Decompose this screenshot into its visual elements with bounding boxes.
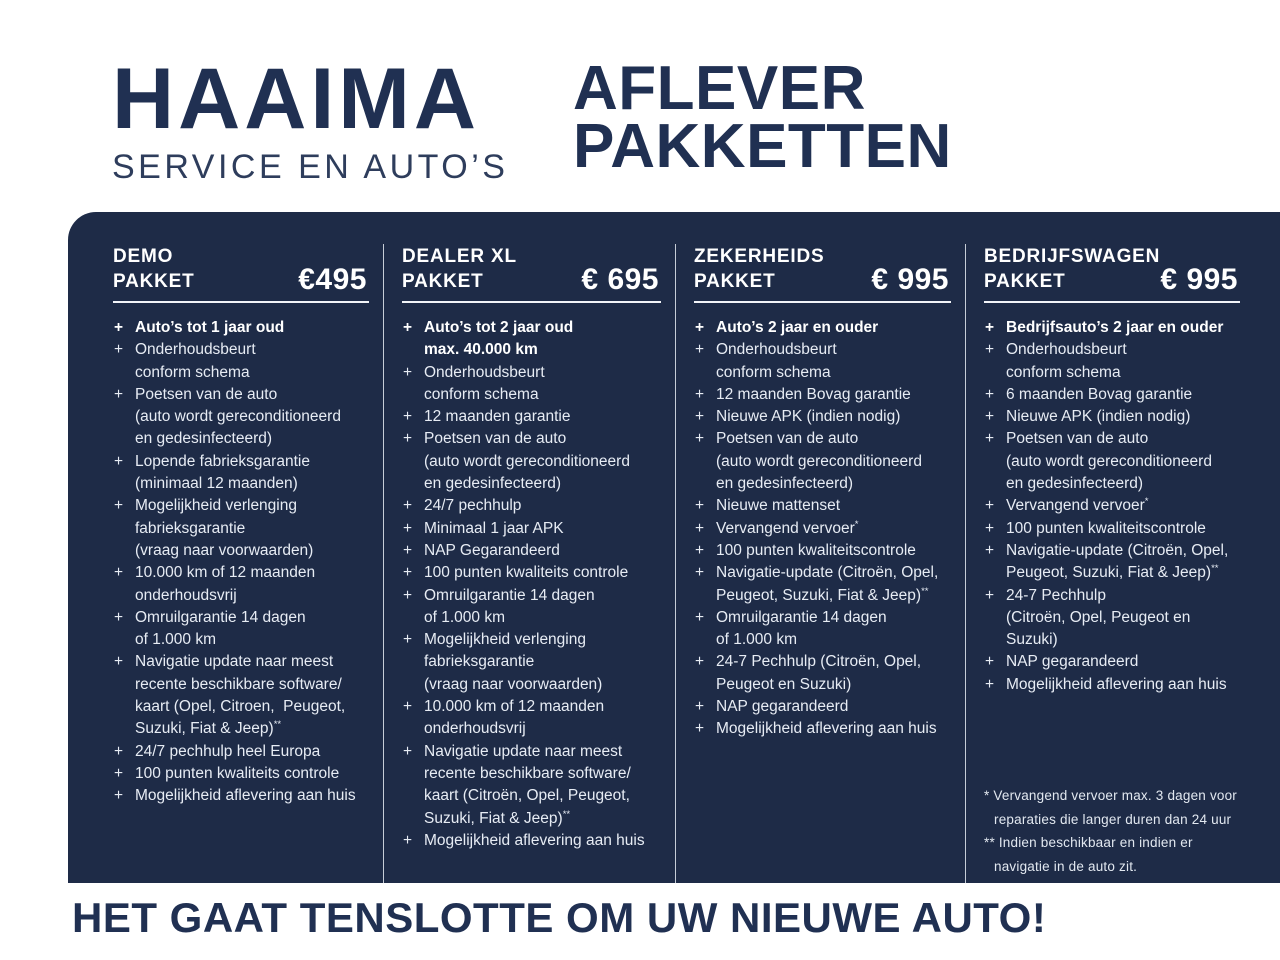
item-line: conform schema: [135, 363, 250, 381]
footnote-line: reparaties die langer duren dan 24 uur: [994, 811, 1232, 827]
item-line: Peugeot, Suzuki, Fiat & Jeep)**: [1006, 563, 1219, 582]
package-item: [113, 317, 369, 339]
item-line: Mogelijkheid verlenging: [135, 497, 297, 515]
package-item: [402, 562, 661, 584]
item-line: Peugeot en Suzuki): [716, 675, 852, 693]
plus-icon: +: [695, 430, 705, 448]
plus-icon: +: [695, 541, 705, 559]
package-divider: [694, 301, 951, 303]
plus-icon: +: [695, 519, 705, 537]
item-line: (auto wordt gereconditioneerd: [716, 452, 922, 470]
item-line: Nieuwe mattenset: [716, 497, 841, 515]
item-line: (auto wordt gereconditioneerd: [1006, 452, 1212, 470]
package-item: [402, 317, 661, 362]
package-items: [984, 317, 1240, 696]
plus-icon: +: [403, 586, 413, 604]
item-line: Omruilgarantie 14 dagen: [424, 586, 595, 604]
item-line: kaart (Opel, Citroen, Peugeot,: [135, 698, 346, 716]
item-line: Onderhoudsbeurt: [716, 341, 837, 359]
package-item: [984, 339, 1240, 384]
plus-icon: +: [114, 764, 124, 782]
plus-icon: +: [985, 319, 995, 336]
item-line: NAP Gegarandeerd: [424, 541, 560, 559]
package-title-line: DEALER XL: [402, 246, 517, 267]
plus-icon: +: [403, 564, 413, 582]
item-line: Onderhoudsbeurt: [424, 363, 545, 381]
item-line: Minimaal 1 jaar APK: [424, 519, 564, 537]
item-line: conform schema: [424, 385, 539, 403]
package-item: [984, 317, 1240, 339]
item-line: Auto’s tot 2 jaar oud: [424, 319, 574, 336]
plus-icon: +: [403, 363, 413, 381]
item-line: NAP gegarandeerd: [716, 698, 849, 716]
plus-icon: +: [985, 497, 995, 515]
package-item: [984, 518, 1240, 540]
package-item: [984, 651, 1240, 673]
plus-icon: +: [985, 586, 995, 604]
plus-icon: +: [695, 497, 705, 515]
item-line: Suzuki, Fiat & Jeep)**: [424, 808, 571, 827]
plus-icon: +: [403, 319, 413, 336]
plus-icon: +: [695, 698, 705, 716]
package-item: [113, 495, 369, 562]
package-item: [694, 495, 951, 517]
item-line: Omruilgarantie 14 dagen: [716, 608, 887, 626]
item-line: 100 punten kwaliteitscontrole: [716, 541, 916, 559]
plus-icon: +: [114, 608, 124, 626]
package-title-line: ZEKERHEIDS: [694, 246, 825, 267]
item-line: (vraag naar voorwaarden): [424, 675, 603, 693]
footnote-line: navigatie in de auto zit.: [994, 858, 1138, 874]
item-line: recente beschikbare software/: [424, 764, 631, 782]
item-line: Vervangend vervoer*: [716, 518, 859, 537]
item-line: of 1.000 km: [424, 608, 505, 626]
item-line: recente beschikbare software/: [135, 675, 342, 693]
plus-icon: +: [403, 497, 413, 515]
package-divider: [984, 301, 1240, 303]
package-item: [984, 406, 1240, 428]
item-line: Poetsen van de auto: [1006, 430, 1149, 448]
item-line: fabrieksgarantie: [424, 653, 535, 671]
item-line: Omruilgarantie 14 dagen: [135, 608, 306, 626]
plus-icon: +: [114, 385, 124, 403]
item-line: Mogelijkheid verlenging: [424, 631, 586, 649]
plus-icon: +: [985, 341, 995, 359]
packages-grid: [68, 212, 1280, 883]
package-item: [984, 540, 1240, 585]
package-column: [113, 244, 383, 883]
package-item: [984, 674, 1240, 696]
plus-icon: +: [114, 497, 124, 515]
package-item: [402, 540, 661, 562]
company-logo: [112, 51, 509, 187]
package-item: [402, 585, 661, 630]
plus-icon: +: [403, 408, 413, 426]
package-header: [113, 244, 369, 294]
item-line: Vervangend vervoer*: [1006, 496, 1149, 515]
plus-icon: +: [695, 385, 705, 403]
package-item: [694, 406, 951, 428]
plus-icon: +: [695, 408, 705, 426]
item-line: Suzuki, Fiat & Jeep)**: [135, 719, 282, 738]
plus-icon: +: [695, 608, 705, 626]
tagline: HET GAAT TENSLOTTE OM UW NIEUWE AUTO!: [72, 894, 1047, 941]
item-line: 100 punten kwaliteitscontrole: [1006, 519, 1206, 537]
item-line: 24/7 pechhulp: [424, 497, 522, 515]
package-title-line: DEMO: [113, 246, 174, 267]
package-item: [402, 362, 661, 407]
item-line: 6 maanden Bovag garantie: [1006, 385, 1193, 403]
package-price: € 695: [581, 263, 659, 296]
package-item: [402, 696, 661, 741]
package-divider: [113, 301, 369, 303]
package-item: [113, 451, 369, 496]
plus-icon: +: [695, 564, 705, 582]
item-line: 12 maanden Bovag garantie: [716, 385, 911, 403]
footnote-line: * Vervangend vervoer max. 3 dagen voor: [984, 788, 1237, 804]
package-item: [113, 607, 369, 652]
package-title-line: PAKKET: [694, 271, 776, 292]
packages-panel: [68, 212, 1280, 883]
item-line: max. 40.000 km: [424, 341, 538, 359]
package-item: [984, 585, 1240, 652]
package-item: [113, 785, 369, 807]
plus-icon: +: [114, 653, 124, 671]
item-line: Auto’s 2 jaar en ouder: [716, 319, 879, 336]
package-items: [113, 317, 369, 808]
plus-icon: +: [403, 541, 413, 559]
package-item: [402, 406, 661, 428]
package-item: [694, 651, 951, 696]
item-line: NAP gegarandeerd: [1006, 653, 1139, 671]
package-item: [984, 384, 1240, 406]
plus-icon: +: [114, 341, 124, 359]
item-line: 10.000 km of 12 maanden: [424, 698, 605, 716]
package-item: [694, 540, 951, 562]
package-price: € 995: [1160, 263, 1238, 296]
package-item: [113, 384, 369, 451]
plus-icon: +: [403, 742, 413, 760]
item-line: conform schema: [716, 363, 831, 381]
package-item: [402, 629, 661, 696]
plus-icon: +: [403, 631, 413, 649]
package-item: [113, 763, 369, 785]
item-line: Peugeot, Suzuki, Fiat & Jeep)**: [716, 585, 929, 604]
package-item: [694, 607, 951, 652]
item-line: Bedrijfsauto’s 2 jaar en ouder: [1006, 319, 1224, 336]
package-column: [965, 244, 1254, 883]
company-name: HAAIMA: [112, 51, 480, 147]
item-line: (auto wordt gereconditioneerd: [424, 452, 630, 470]
package-title-line: PAKKET: [984, 271, 1066, 292]
package-item: [694, 428, 951, 495]
plus-icon: +: [695, 653, 705, 671]
package-item: [402, 428, 661, 495]
package-title-line: PAKKET: [402, 271, 484, 292]
item-line: Mogelijkheid aflevering aan huis: [716, 720, 937, 738]
package-title-line: PAKKET: [113, 271, 195, 292]
plus-icon: +: [403, 430, 413, 448]
item-line: 10.000 km of 12 maanden: [135, 564, 316, 582]
package-price: €495: [298, 263, 367, 296]
package-item: [694, 562, 951, 607]
package-item: [694, 718, 951, 740]
package-item: [402, 518, 661, 540]
package-item: [402, 741, 661, 830]
footnote-line: ** Indien beschikbaar en indien er: [984, 835, 1193, 851]
item-line: en gedesinfecteerd): [424, 475, 562, 493]
item-line: en gedesinfecteerd): [135, 430, 273, 448]
item-line: 24/7 pechhulp heel Europa: [135, 742, 321, 760]
plus-icon: +: [114, 564, 124, 582]
item-line: fabrieksgarantie: [135, 519, 246, 537]
plus-icon: +: [695, 720, 705, 738]
package-item: [694, 696, 951, 718]
plus-icon: +: [985, 408, 995, 426]
package-header: [694, 244, 951, 294]
package-header: [984, 244, 1240, 294]
plus-icon: +: [403, 831, 413, 849]
package-divider: [402, 301, 661, 303]
page-title: [573, 54, 952, 181]
item-line: (vraag naar voorwaarden): [135, 541, 314, 559]
item-line: Nieuwe APK (indien nodig): [1006, 408, 1191, 426]
item-line: onderhoudsvrij: [424, 720, 526, 738]
package-items: [402, 317, 661, 852]
item-line: 100 punten kwaliteits controle: [135, 764, 340, 782]
package-items: [694, 317, 951, 741]
plus-icon: +: [403, 698, 413, 716]
item-line: en gedesinfecteerd): [1006, 475, 1144, 493]
package-item: [984, 428, 1240, 495]
package-price: € 995: [871, 263, 949, 296]
item-line: Mogelijkheid aflevering aan huis: [135, 787, 356, 805]
item-line: Onderhoudsbeurt: [1006, 341, 1127, 359]
package-item: [694, 339, 951, 384]
plus-icon: +: [114, 452, 124, 470]
package-header: [402, 244, 661, 294]
footnotes: [984, 784, 1240, 878]
package-column: [675, 244, 965, 883]
item-line: of 1.000 km: [135, 631, 216, 649]
item-line: Mogelijkheid aflevering aan huis: [1006, 675, 1227, 693]
package-item: [984, 495, 1240, 517]
plus-icon: +: [985, 653, 995, 671]
item-line: Onderhoudsbeurt: [135, 341, 256, 359]
item-line: 12 maanden garantie: [424, 408, 571, 426]
package-item: [113, 651, 369, 740]
item-line: Navigatie-update (Citroën, Opel,: [1006, 541, 1229, 559]
package-item: [113, 741, 369, 763]
package-item: [113, 562, 369, 607]
item-line: Poetsen van de auto: [424, 430, 567, 448]
plus-icon: +: [114, 742, 124, 760]
plus-icon: +: [985, 519, 995, 537]
item-line: Navigatie update naar meest: [424, 742, 623, 760]
item-line: 24-7 Pechhulp (Citroën, Opel,: [716, 653, 922, 671]
item-line: Poetsen van de auto: [135, 385, 278, 403]
plus-icon: +: [403, 519, 413, 537]
item-line: Mogelijkheid aflevering aan huis: [424, 831, 645, 849]
package-item: [402, 830, 661, 852]
page-title-line2: PAKKETTEN: [573, 112, 952, 181]
package-item: [694, 518, 951, 540]
package-item: [694, 384, 951, 406]
plus-icon: +: [695, 341, 705, 359]
company-subtitle: SERVICE EN AUTO’S: [112, 148, 509, 186]
item-line: conform schema: [1006, 363, 1121, 381]
package-title-line: BEDRIJFSWAGEN: [984, 246, 1161, 267]
plus-icon: +: [114, 319, 124, 336]
item-line: (Citroën, Opel, Peugeot en Suzuki): [1006, 608, 1195, 649]
item-line: kaart (Citroën, Opel, Peugeot,: [424, 787, 630, 805]
plus-icon: +: [985, 385, 995, 403]
package-item: [694, 317, 951, 339]
item-line: Navigatie update naar meest: [135, 653, 334, 671]
item-line: onderhoudsvrij: [135, 586, 237, 604]
plus-icon: +: [985, 430, 995, 448]
item-line: Auto’s tot 1 jaar oud: [135, 319, 285, 336]
item-line: Lopende fabrieksgarantie: [135, 452, 310, 470]
plus-icon: +: [985, 675, 995, 693]
item-line: 100 punten kwaliteits controle: [424, 564, 629, 582]
item-line: Poetsen van de auto: [716, 430, 859, 448]
item-line: Nieuwe APK (indien nodig): [716, 408, 901, 426]
item-line: (auto wordt gereconditioneerd: [135, 408, 341, 426]
item-line: Navigatie-update (Citroën, Opel,: [716, 564, 939, 582]
plus-icon: +: [695, 319, 705, 336]
package-item: [113, 339, 369, 384]
package-item: [402, 495, 661, 517]
plus-icon: +: [985, 541, 995, 559]
plus-icon: +: [114, 787, 124, 805]
item-line: (minimaal 12 maanden): [135, 475, 298, 493]
package-column: [383, 244, 675, 883]
item-line: of 1.000 km: [716, 631, 797, 649]
page-title-line1: AFLEVER: [573, 54, 866, 123]
item-line: en gedesinfecteerd): [716, 475, 854, 493]
item-line: 24-7 Pechhulp: [1006, 586, 1106, 604]
